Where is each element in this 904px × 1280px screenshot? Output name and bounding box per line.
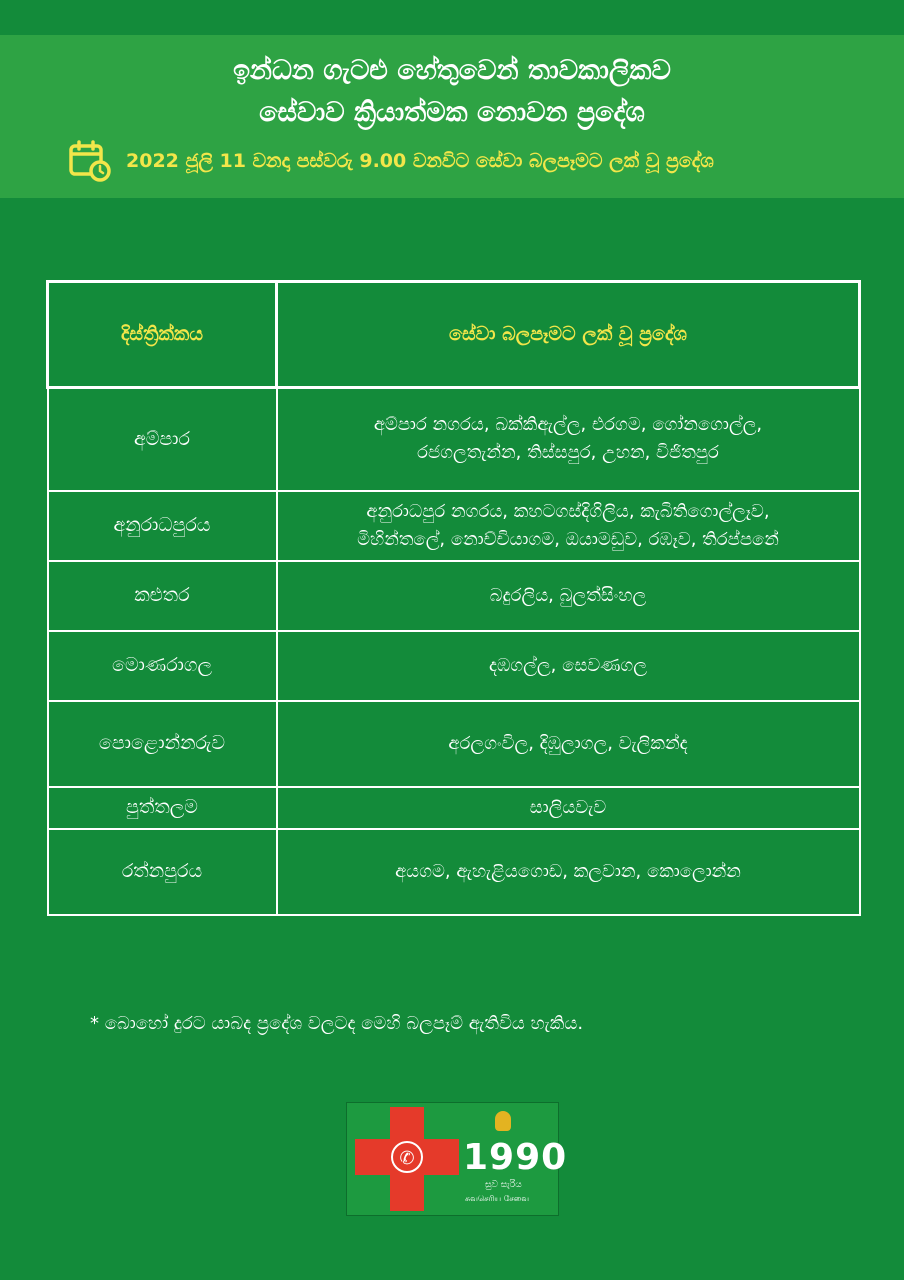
areas-line: මිහින්තලේ, නොච්චියාගම, ඔයාමඩුව, රඹෑව, තිරප්පනේ bbox=[357, 528, 779, 550]
table-row bbox=[48, 561, 860, 631]
areas-cell bbox=[277, 491, 860, 561]
suwasariya-1990-logo bbox=[346, 1102, 568, 1216]
table-row bbox=[48, 631, 860, 701]
district-cell: පුත්තලම bbox=[48, 787, 277, 829]
district-cell: පොළොන්නරුව bbox=[48, 701, 277, 787]
areas-line: අම්පාර නගරය, බක්කිඇල්ල, එරගම, ගෝනගොල්ල, bbox=[373, 414, 763, 436]
table-row bbox=[48, 787, 860, 829]
district-cell: රත්නපුරය bbox=[48, 829, 277, 915]
calendar-clock-icon bbox=[68, 139, 112, 183]
areas-line: අනුරාධපුර නගරය, කහටගස්දිගිලිය, කැබිතිගොල්ලෑව, bbox=[366, 500, 770, 522]
header-banner bbox=[0, 35, 904, 198]
areas-line: රජගලතැන්න, තිස්සපුර, උහන, විජිතපුර bbox=[417, 442, 719, 464]
district-column-header: දිස්ත්‍රික්කය bbox=[48, 282, 277, 388]
areas-column-header: සේවා බලපෑමට ලක් වූ ප්‍රදේශ bbox=[277, 282, 860, 388]
areas-cell: අරලගංවිල, දිඹුලාගල, වැලිකන්ද bbox=[277, 701, 860, 787]
areas-cell: සාලියවැව bbox=[277, 787, 860, 829]
table-row bbox=[48, 829, 860, 915]
logo-number: 1990 bbox=[463, 1137, 568, 1178]
table-row bbox=[48, 491, 860, 561]
table-header-row bbox=[48, 282, 860, 388]
phone-icon: ✆ bbox=[391, 1141, 423, 1173]
areas-cell bbox=[277, 388, 860, 491]
page-title-line-2: සේවාව ක්‍රියාත්මක නොවන ප්‍රදේශ bbox=[259, 97, 645, 128]
affected-areas-table bbox=[46, 280, 858, 916]
date-row bbox=[68, 141, 714, 181]
emblem-icon bbox=[495, 1111, 511, 1131]
footnote: * බොහෝ දුරට යාබද ප්‍රදේශ වලටද මෙහි බලපෑම් ඇතිවිය හැකිය. bbox=[90, 1013, 584, 1034]
areas-cell: අයගම, ඇහැළියගොඩ, කලවාන, කොලොන්න bbox=[277, 829, 860, 915]
district-cell: මොණරාගල bbox=[48, 631, 277, 701]
table-row bbox=[48, 701, 860, 787]
district-cell: කළුතර bbox=[48, 561, 277, 631]
date-text: 2022 ජූලි 11 වනදා පස්වරු 9.00 වනවිට සේවා බලපෑමට ලක් වූ ප්‍රදේශ bbox=[126, 150, 714, 172]
logo-subtitle-sinhala: සුව සැරිය bbox=[485, 1180, 522, 1190]
areas-cell: දඹගල්ල, සෙවණගල bbox=[277, 631, 860, 701]
logo-subtitle-tamil: சுவசெரிய சேவை bbox=[465, 1194, 530, 1203]
table-row bbox=[48, 388, 860, 491]
page-title-line-1: ඉන්ධන ගැටළු හේතුවෙන් තාවකාලිකව bbox=[233, 55, 671, 86]
district-cell: අනුරාධපුරය bbox=[48, 491, 277, 561]
areas-cell: බදුරලිය, බුලත්සිංහල bbox=[277, 561, 860, 631]
district-cell: අම්පාර bbox=[48, 388, 277, 491]
